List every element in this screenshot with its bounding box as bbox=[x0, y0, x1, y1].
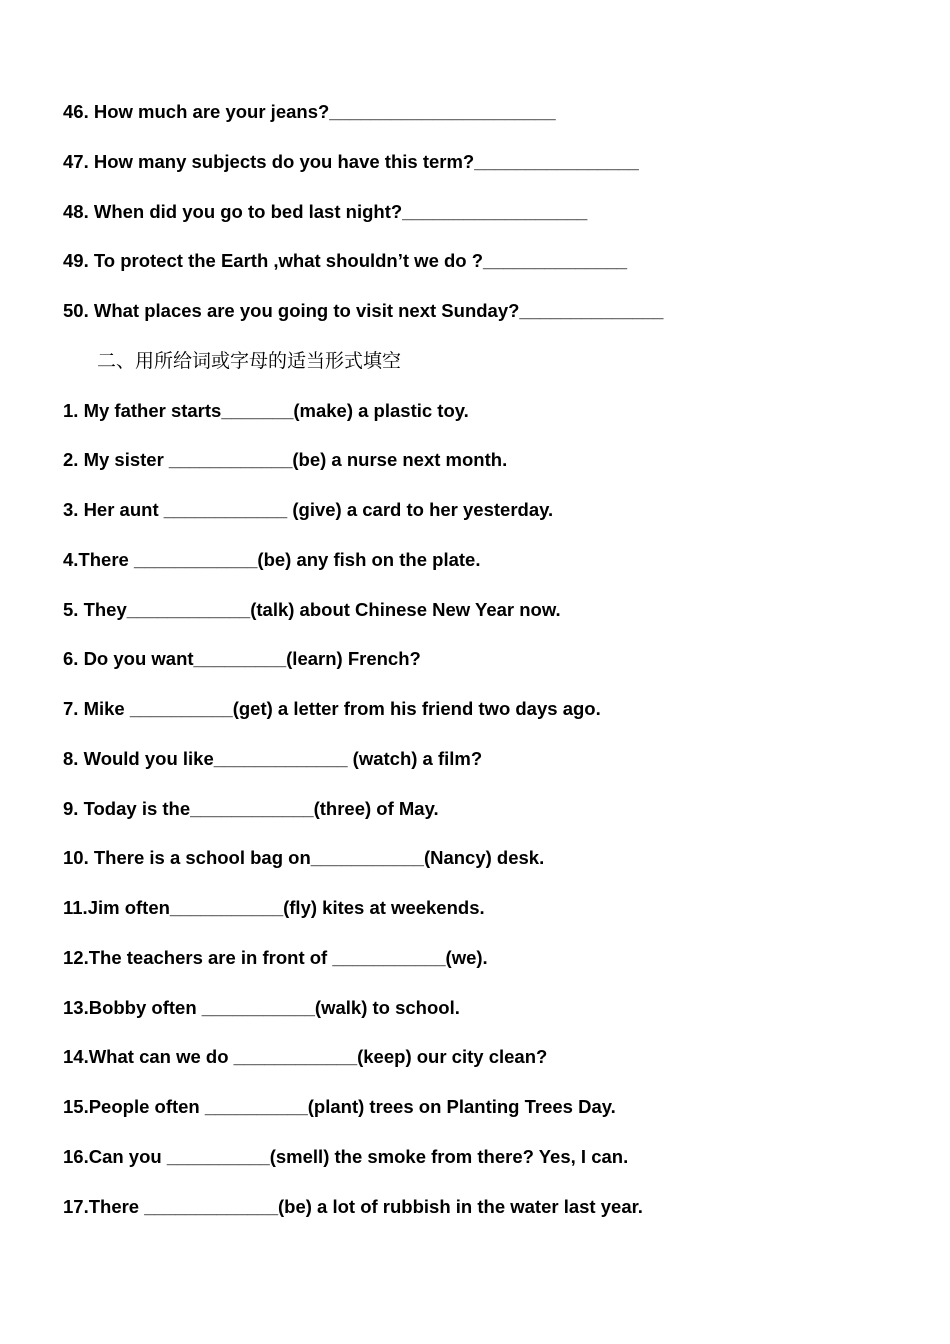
question-48: 48. When did you go to bed last night?__________________ bbox=[63, 200, 588, 222]
fill-blank-item-1: 1. My father starts_______(make) a plastic toy. bbox=[63, 399, 469, 421]
fill-blank-item-5: 5. They____________(talk) about Chinese New Year now. bbox=[63, 598, 561, 620]
section-title: 二、用所给词或字母的适当形式填空 bbox=[97, 349, 402, 372]
fill-blank-item-6: 6. Do you want_________(learn) French? bbox=[63, 648, 421, 670]
question-50: 50. What places are you going to visit next Sunday?______________ bbox=[63, 300, 664, 321]
fill-blank-item-2: 2. My sister ____________(be) a nurse next month. bbox=[63, 449, 508, 471]
question-49: 49. To protect the Earth ,what shouldn’t we do ?______________ bbox=[63, 250, 628, 272]
fill-blank-item-7: 7. Mike __________(get) a letter from his friend two days ago. bbox=[63, 698, 601, 719]
fill-blank-item-14: 14.What can we do ____________(keep) our city clean? bbox=[63, 1046, 548, 1068]
fill-blank-item-10: 10. There is a school bag on___________(Nancy) desk. bbox=[63, 847, 545, 869]
fill-blank-item-15: 15.People often __________(plant) trees on Planting Trees Day. bbox=[63, 1096, 616, 1117]
fill-blank-item-4: 4.There ____________(be) any fish on the plate. bbox=[63, 548, 481, 570]
fill-blank-item-9: 9. Today is the____________(three) of May. bbox=[63, 797, 439, 819]
fill-blank-item-11: 11.Jim often___________(fly) kites at weekends. bbox=[63, 897, 485, 918]
question-list bbox=[63, 98, 883, 1242]
question-46: 46. How much are your jeans?______________________ bbox=[63, 101, 556, 122]
fill-blank-item-16: 16.Can you __________(smell) the smoke from there? Yes, I can. bbox=[63, 1145, 629, 1167]
fill-blank-item-8: 8. Would you like_____________ (watch) a film? bbox=[63, 747, 483, 769]
question-47: 47. How many subjects do you have this term?________________ bbox=[63, 150, 639, 172]
fill-blank-item-13: 13.Bobby often ___________(walk) to school. bbox=[63, 996, 460, 1018]
fill-blank-item-12: 12.The teachers are in front of ___________(we). bbox=[63, 946, 488, 968]
fill-blank-item-17: 17.There _____________(be) a lot of rubbish in the water last year. bbox=[63, 1195, 643, 1217]
fill-blank-item-3: 3. Her aunt ____________ (give) a card to her yesterday. bbox=[63, 499, 554, 520]
